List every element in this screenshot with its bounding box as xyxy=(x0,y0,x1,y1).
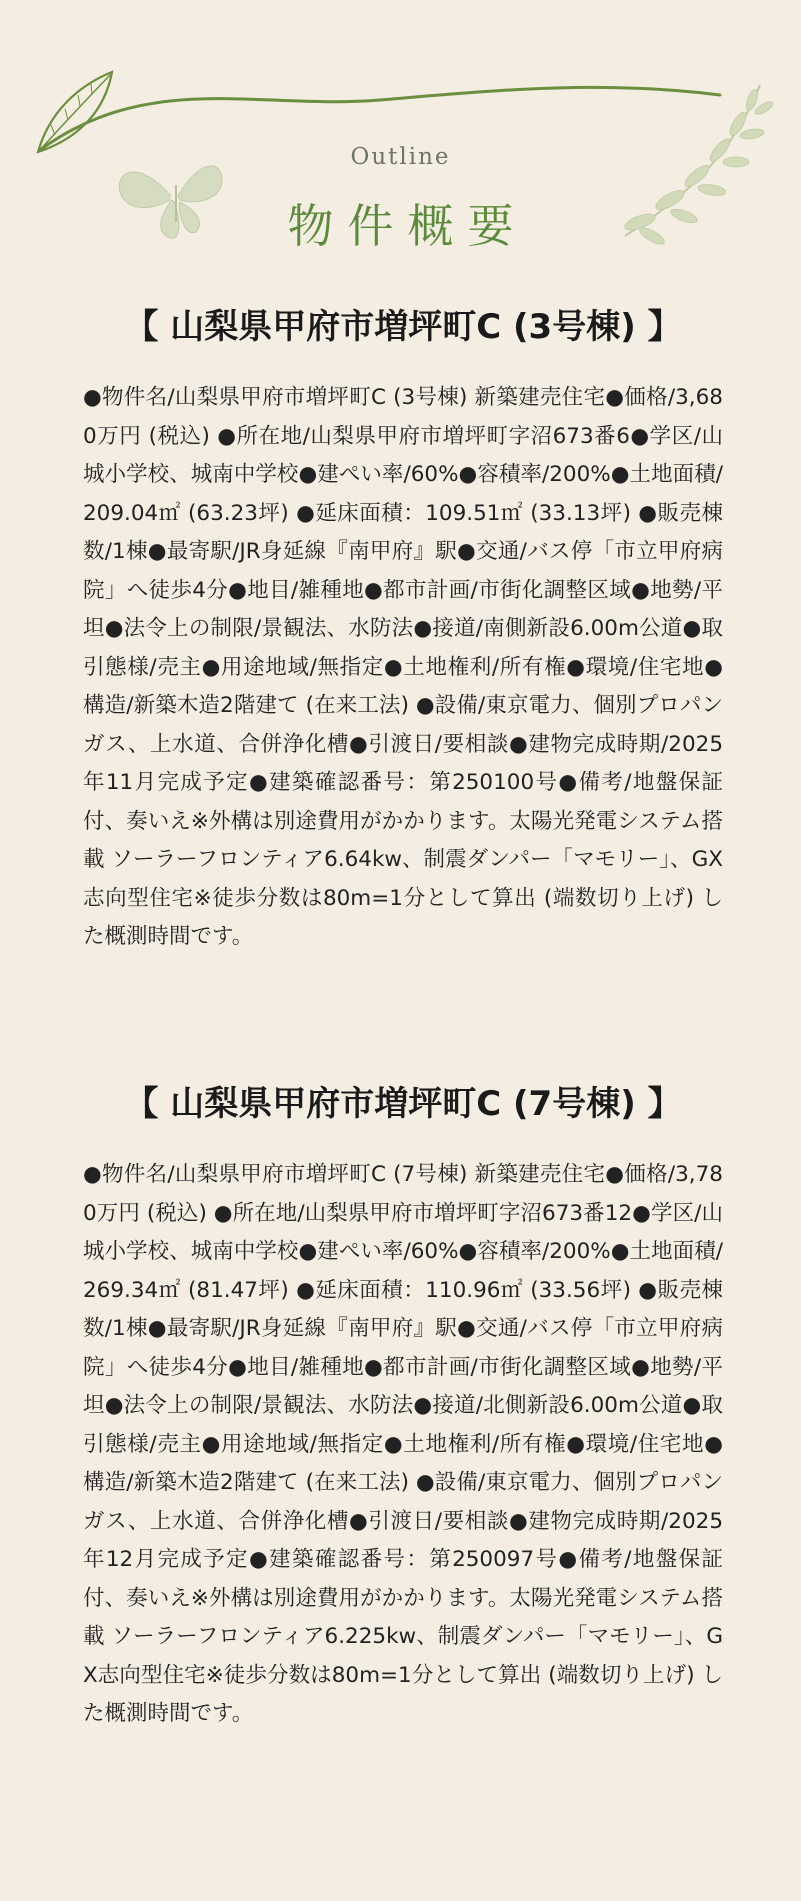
property-section xyxy=(83,305,723,957)
property-section xyxy=(83,1082,723,1734)
vine-line-icon xyxy=(40,87,720,150)
section-title: 物件概要 xyxy=(287,199,528,253)
property-heading: 【 山梨県甲府市増坪町C (7号棟) 】 xyxy=(124,1084,682,1124)
property-description: ●物件名/山梨県甲府市増坪町C (7号棟) 新築建売住宅●価格/3,780万円 (税込) ●所在地/山梨県甲府市増坪町字沼673番12●学区/山城小学校、城南中学校●建ぺい率/60%●容積率/200%●土地面積/269.34㎡ (81.47坪) ●延床面積：110.96㎡ (33.56坪) ●販売棟数/1棟●最寄駅/JR身延線『南甲府』駅●交通/バス停「市立甲府病院」へ徒歩4分●地目/雑種地●都市計画/市街化調整区域●地勢/平坦●法令上の制限/景観法、水防法●接道/北側新設6.00m公道●取引態様/売主●用途地域/無指定●土地権利/所有権●環境/住宅地●構造/新築木造2階建て (在来工法) ●設備/東京電力、個別プロパンガス、上水道、合併浄化槽●引渡日/要相談●建物完成時期/2025年12月完成予定●建築確認番号：第250097号●備考/地盤保証付、奏いえ※外構は別途費用がかかります。太陽光発電システム搭載 ソーラーフロンティア6.225kw、制震ダンパー「マモリー」、GX志向型住宅※徒歩分数は80m=1分として算出 (端数切り上げ) した概測時間です。 xyxy=(83,1162,723,1726)
property-description: ●物件名/山梨県甲府市増坪町C (3号棟) 新築建売住宅●価格/3,680万円 (税込) ●所在地/山梨県甲府市増坪町字沼673番6●学区/山城小学校、城南中学校●建ぺい率/60%●容積率/200%●土地面積/209.04㎡ (63.23坪) ●延床面積：109.51㎡ (33.13坪) ●販売棟数/1棟●最寄駅/JR身延線『南甲府』駅●交通/バス停「市立甲府病院」へ徒歩4分●地目/雑種地●都市計画/市街化調整区域●地勢/平坦●法令上の制限/景観法、水防法●接道/南側新設6.00m公道●取引態様/売主●用途地域/無指定●土地権利/所有権●環境/住宅地●構造/新築木造2階建て (在来工法) ●設備/東京電力、個別プロパンガス、上水道、合併浄化槽●引渡日/要相談●建物完成時期/2025年11月完成予定●建築確認番号：第250100号●備考/地盤保証付、奏いえ※外構は別途費用がかかります。太陽光発電システム搭載 ソーラーフロンティア6.64kw、制震ダンパー「マモリー」、GX志向型住宅※徒歩分数は80m=1分として算出 (端数切り上げ) した概測時間です。 xyxy=(83,385,723,949)
property-heading: 【 山梨県甲府市増坪町C (3号棟) 】 xyxy=(124,307,682,347)
leaf-icon xyxy=(38,72,112,152)
section-subtitle: Outline xyxy=(350,144,451,170)
